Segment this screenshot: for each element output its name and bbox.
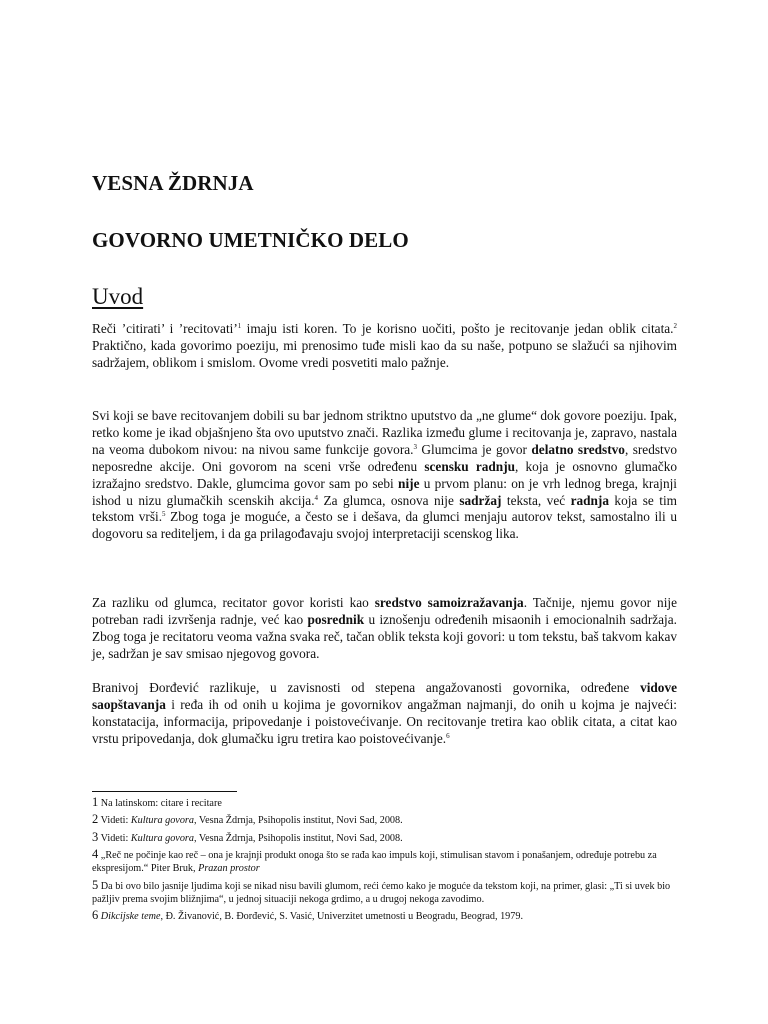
text-run: u prvom planu: on je vrh lednog brega, krajnji ishod u nizu glumačkih scenskih akcija. [92,475,677,508]
text-run: u iznošenju određenih misaonih i emocionalnih sadržaja. Zbog toga je recitatoru veoma važna svaka reč, tačan oblik teksta koji govori: u tom tekstu, baš takvom kakav je, sadržan je sav smisao njegovog govora. [92,611,677,661]
footnote [92,909,682,923]
author-name: VESNA ŽDRNJA [92,171,254,195]
bold-text: sadržaj [459,492,502,508]
footnote-reference: 3 [413,442,417,451]
text-run: Za razliku od glumca, recitator govor koristi kao [92,595,375,610]
text-run: Videti: [100,815,131,827]
bold-text: delatno sredstvo [531,441,625,457]
text-run: Glumcima je govor [416,441,532,457]
italic-text: Kultura govora [130,815,194,827]
italic-text: Kultura govora [130,832,194,844]
footnote-reference: 6 [446,731,450,740]
footnote-text [101,833,403,844]
text-run: Praktično, kada govorimo poeziju, mi prenosimo tuđe misli kao da su naše, potpuno se slažući sa njihovim sadržajem, oblikom i smislom. Ovome vredi posvetiti malo pažnje. [92,337,677,370]
bold-text: vidove saopštavanja [92,680,677,712]
text-run: teksta, već [501,492,571,508]
italic-text: Dikcijske teme [100,911,161,923]
footnote [92,813,682,827]
document-title: GOVORNO UMETNIČKO DELO [92,228,409,252]
footnote [92,831,682,845]
text-run: , koja je osnovno glumačko izražajno sredstvo. Dakle, glumcima govor sam po sebi [92,458,677,491]
footnote-text [92,850,657,874]
italic-text: Prazan prostor [198,863,260,875]
bold-text: radnja [570,492,609,508]
footnote-number: 6 [92,908,99,923]
footnote-reference: 4 [314,493,319,502]
footnote [92,848,682,875]
text-run: Branivoj Đorđević razlikuje, u zavisnosti od stepena angažovanosti govornika, određene [92,680,641,695]
text-run: , sredstvo neposredne akcije. Oni govorom na sceni vrše određenu [92,441,678,474]
text-run: „Reč ne počinje kao reč – ona je krajnji produkt onoga što se rađa kao impuls koji, stimulisan stavom i ponašanjem, određuje potrebu za ekspresijom.“ Piter Bruk, [92,850,657,875]
footnotes [92,796,682,927]
text-run: Na latinskom: citare i recitare [100,798,222,809]
footnote-text [101,798,222,809]
text-run: imaju isti koren. To je korisno uočiti, pošto je recitovanje jedan oblik citata. [241,321,674,336]
text-run: , Đ. Živanović, B. Đorđević, S. Vasić, Univerzitet umetnosti u Beogradu, Beograd, 1979. [160,911,524,923]
footnote-number: 5 [92,877,99,892]
text-run: koja se tim tekstom vrši. [92,492,678,525]
footnote-number: 4 [92,847,99,862]
bold-text: sredstvo samoizražavanja [374,595,524,610]
text-run: Zbog toga je moguće, a često se i dešava, da glumci menjaju autorov tekst, samostalno ili u dogovoru sa rediteljem, i da ga prilagođavaju svojoj interpretaciji scenskog lika. [92,509,677,542]
text-run: Svi koji se bave recitovanjem dobili su bar jednom striktno uputstvo da „ne glume“ dok govore poeziju. Ipak, retko kome je ikad objašnjeno šta ovo uputstvo znači. Razlika između glume i recitovanja je, zapravo, nastala na veoma dubokom nivou: na nivou same funkcije govora. [92,408,677,457]
footnote [92,879,682,906]
paragraph-3 [92,595,677,663]
footnote-reference: 2 [673,322,678,330]
footnote-number: 2 [92,812,99,827]
footnote-number: 1 [92,795,99,809]
footnote-text [101,815,403,826]
footnote-divider [92,791,237,792]
bold-text: nije [398,475,420,491]
text-run: . Tačnije, njemu govor nije potreban radi izvršenja radnje, već kao [92,595,677,627]
text-run: Da bi ovo bilo jasnije ljudima koji se nikad nisu bavili glumom, reći ćemo kako je moguće da tekstom koji, na primer, glasi: „Ti si uvek bio pažljiv prema svojim bližnjima“, u jednoj situaciji nekoga grdimo, a u drugoj nekoga zavodimo. [92,880,671,905]
text-run: Reči ’citirati’ i ’recitovati’ [92,321,238,336]
paragraph-4 [92,680,677,748]
text-run: Videti: [100,832,131,844]
paragraph-1 [92,321,677,372]
footnote-reference: 1 [237,322,242,330]
paragraph-2 [92,408,677,543]
section-heading: Uvod [92,284,144,309]
bold-text: posrednik [307,611,365,627]
text-run: , Vesna Ždrnja, Psihopolis institut, Novi Sad, 2008. [193,815,403,827]
footnote-reference: 5 [162,510,166,519]
bold-text: scensku radnju [424,458,516,474]
footnote [92,796,682,810]
text-run: Za glumca, osnova nije [318,492,460,508]
text-run: , Vesna Ždrnja, Psihopolis institut, Novi Sad, 2008. [193,832,403,844]
footnote-text [101,911,523,922]
footnote-text [92,881,670,905]
text-run: i ređa ih od onih u kojima je govornikov angažman najmanji, do onih u kojma je najveći: konstatacija, informacija, pripovedanje i poistovećivanje. On recitovanje tretira kao oblik citata, a citat kao vrstu pripovedanja, dok glumačku igru tretira kao poistovećivanje. [92,696,677,746]
footnote-number: 3 [92,829,99,844]
